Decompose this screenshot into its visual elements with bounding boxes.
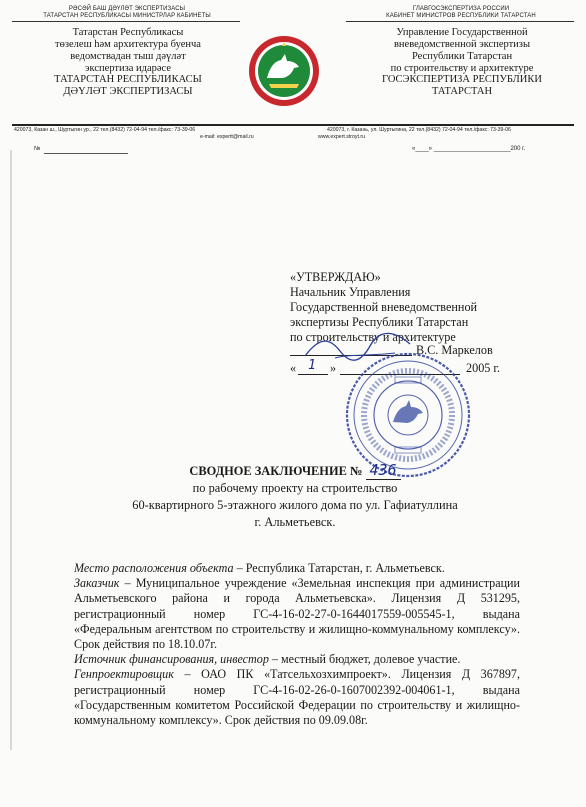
customer-paragraph [74, 576, 520, 652]
email: e-mail: expertt@mail.ru [200, 134, 254, 140]
approval-date-close: » [330, 361, 337, 375]
approval-line-2: Начальник Управления [290, 285, 411, 299]
header-right-rule [346, 21, 574, 22]
approval-date-open: « [290, 361, 297, 375]
header-left-org [30, 27, 226, 98]
header-right-org [352, 27, 572, 98]
funding-text: – местный бюджет, долевое участие. [268, 652, 461, 667]
header-left [12, 6, 242, 19]
left-org-line-4: экспертиза идарәсе [84, 62, 172, 74]
approval-line-1: «УТВЕРЖДАЮ» [290, 270, 381, 284]
date-line: «____» _______________________200 г. [412, 146, 526, 152]
approval-date-day: 1 [308, 358, 316, 373]
funding-paragraph [74, 652, 520, 667]
left-org-line-6: ДӘҮЛӘТ ЭКСПЕРТИЗАСЫ [63, 86, 193, 98]
title-line-2: по рабочему проекту на строительство [192, 481, 398, 495]
title-line-3: 60-квартирного 5-этажного жилого дома по ул. Гафиатуллина [132, 498, 458, 512]
signatory-name: В.С. Маркелов [416, 343, 493, 357]
right-org-line-2: вневедомственной экспертизы [393, 38, 531, 50]
header-right-top-1: ГЛАВГОСЭКСПЕРТИЗА РОССИИ [412, 6, 510, 12]
title-heading: СВОДНОЕ ЗАКЛЮЧЕНИЕ № [189, 464, 363, 478]
title-number: 436 [366, 461, 401, 480]
approval-line-3: Государственной вневедомственной [290, 300, 478, 314]
website: www.expert.stroyt.ru [318, 134, 365, 140]
header-left-top-1: РӘСӘЙ БАШ ДӘҮЛӘТ ЭКСПЕРТИЗАСЫ [68, 6, 186, 12]
right-org-line-3: Республики Татарстан [411, 50, 513, 62]
conclusion-title [70, 462, 520, 531]
page-edge-shadow [10, 150, 12, 750]
customer-text: – Муниципальное учреждение «Земельная инспекция при администрации Альметьевского района и города Альметьевска». Лицензия Д 531295, регистрационный номер ГС-4-16-02-27-0-1644017559-005545-1, выдана «Федеральным агентством по строительству и жилищно-коммунальному комплексу». Срок действия по 18.10.07г. [74, 576, 520, 652]
designer-label: Генпроектировщик [74, 667, 174, 682]
left-org-line-1: Татарстан Республикасы [72, 27, 184, 38]
contact-left: 420073, Казан ш., Шуртыгин ур., 22 тел.(8432) 72-04-94 тел./факс: 73-39-06 [14, 127, 196, 133]
designer-paragraph [74, 667, 520, 728]
contact-right: 420073, г. Казань, ул. Шуртыгина, 22 тел.(8432) 72-04-94 тел./факс: 73-39-06 [327, 127, 511, 133]
left-org-line-5: ТАТАРСТАН РЕСПУБЛИКАСЫ [54, 74, 202, 86]
header-right [346, 6, 576, 19]
right-org-line-4: по строительству и архитектуре [390, 62, 534, 74]
funding-label: Источник финансирования, инвестор [74, 652, 269, 667]
document-body [74, 561, 520, 728]
right-org-line-6: ТАТАРСТАН [431, 86, 493, 98]
header-left-rule [12, 21, 240, 22]
header-divider [12, 124, 574, 126]
header-left-top-2: ТАТАРСТАН РЕСПУБЛИКАСЫ МИНИСТРЛАР КАБИНЕТЫ [43, 12, 211, 19]
tatarstan-emblem-icon [247, 34, 321, 108]
right-org-line-1: Управление Государственной [396, 27, 528, 38]
right-org-line-5: ГОСЭКСПЕРТИЗА РЕСПУБЛИКИ [382, 74, 542, 86]
header-right-top-2: КАБИНЕТ МИНИСТРОВ РЕСПУБЛИКИ ТАТАРСТАН [386, 12, 536, 19]
left-org-line-3: ведомствадан тыш дәүләт [70, 50, 186, 62]
official-seal-icon [343, 350, 473, 480]
location-label: Место расположения объекта [74, 561, 234, 575]
location-paragraph [74, 561, 520, 576]
approval-line-5: по строительству и архитектуре [290, 330, 456, 344]
approval-line-4: экспертизы Республики Татарстан [290, 315, 469, 329]
customer-label: Заказчик [74, 576, 120, 591]
designer-text: – ОАО ПК «Татсельхозхимпроект». Лицензия Д 367897, регистрационный номер ГС-4-16-02-26-0-1607002392-004061-1, выдана «Государственным комитетом Российской Федерации по строительству и жилищно-коммунальному комплексу». Срок действия по 09.09.08г. [74, 667, 520, 728]
ref-number-label: № [34, 146, 41, 152]
approval-date-year: 2005 г. [466, 361, 501, 375]
left-org-line-2: төзелеш һәм архитектура буенча [55, 38, 201, 50]
location-text: – Республика Татарстан, г. Альметьевск. [233, 561, 445, 575]
title-line-4: г. Альметьевск. [254, 515, 336, 529]
ref-number-underline [44, 153, 128, 154]
approval-day-underline [298, 374, 328, 375]
